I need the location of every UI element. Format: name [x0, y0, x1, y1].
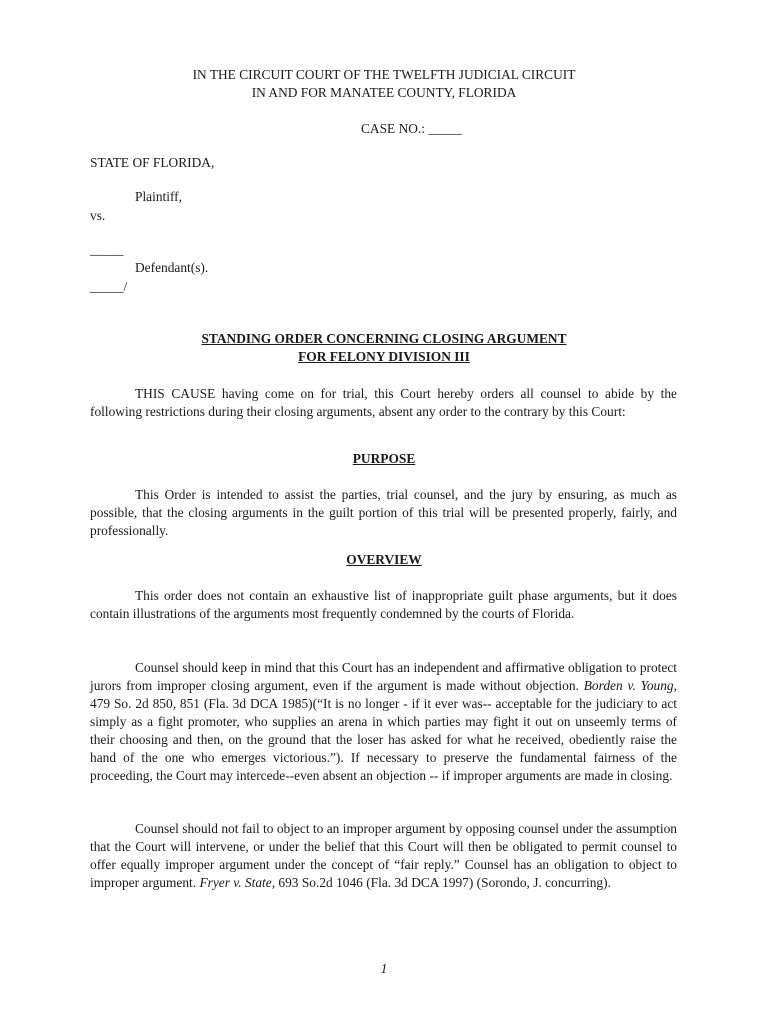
page-number: 1	[380, 961, 388, 976]
intro-paragraph: THIS CAUSE having come on for trial, this Court hereby orders all counsel to abide by the following restrictions during their closing arguments, absent any order to the contrary by this Court:	[90, 386, 677, 419]
court-name-line2: IN AND FOR MANATEE COUNTY, FLORIDA	[251, 85, 517, 100]
overview-paragraph-1: This order does not contain an exhaustive list of inappropriate guilt phase arguments, but it does contain illustrations of the arguments most frequently condemned by the courts of Florida.	[90, 588, 677, 621]
order-title-line2: FOR FELONY DIVISION III	[298, 349, 470, 364]
p2-text-before: Counsel should keep in mind that this Court has an independent and affirmative obligation to protect jurors from improper closing argument, even if the argument is made without objection.	[90, 660, 677, 693]
overview-paragraph-2	[90, 659, 677, 785]
caption-closing-line: _____/	[90, 279, 128, 294]
caption-vs: vs.	[90, 208, 106, 223]
caption-defendant-blank: _____	[90, 242, 124, 257]
court-name-line1: IN THE CIRCUIT COURT OF THE TWELFTH JUDICIAL CIRCUIT	[192, 67, 576, 82]
overview-paragraph-3	[90, 820, 677, 892]
overview-heading: OVERVIEW	[346, 552, 422, 567]
purpose-heading: PURPOSE	[352, 451, 416, 466]
p3-citation: Fryer v. State,	[199, 875, 276, 890]
caption-plaintiff: Plaintiff,	[135, 189, 182, 204]
p3-text-before: Counsel should not fail to object to an improper argument by opposing counsel under the assumption that the Court will intervene, or under the belief that this Court will then be obligated to permit counsel to offer equally improper argument under the concept of “fair reply.” Counsel has an obligation to object to improper argument.	[90, 821, 677, 890]
caption-state: STATE OF FLORIDA,	[90, 155, 215, 170]
p2-text-after: , 479 So. 2d 850, 851 (Fla. 3d DCA 1985)(“It is no longer - if it ever was-- acceptable for the judiciary to act simply as a fight promoter, who supplies an arena in which parties may fight it out on unseemly terms of their choosing and then, on the ground that the loser has asked for what he received, obediently raise the hand of the one who emerges victorious.”). If necessary to preserve the fundamental fairness of the proceeding, the Court may intercede--even absent an objection -- if improper arguments are made in closing.	[90, 678, 677, 783]
purpose-paragraph: This Order is intended to assist the parties, trial counsel, and the jury by ensuring, as much as possible, that the closing arguments in the guilt portion of this trial will be presented properly, fairly, and professionally.	[90, 487, 677, 538]
caption-defendant: Defendant(s).	[135, 260, 209, 275]
p3-text-after: 693 So.2d 1046 (Fla. 3d DCA 1997) (Sorondo, J. concurring).	[275, 875, 611, 890]
p2-citation: Borden v. Young	[583, 678, 674, 693]
order-title-line1: STANDING ORDER CONCERNING CLOSING ARGUMENT	[201, 331, 567, 346]
case-number: CASE NO.: _____	[361, 121, 462, 136]
